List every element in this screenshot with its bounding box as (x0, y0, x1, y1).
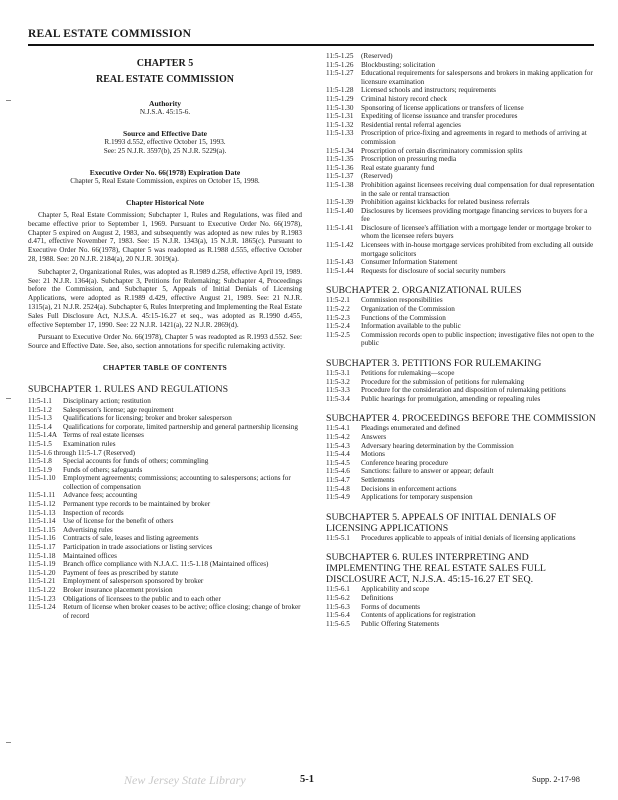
section-number: 11:5-4.8 (326, 484, 350, 493)
toc-entry (28, 595, 302, 604)
toc-entry (326, 433, 596, 442)
source-line: See: 25 N.J.R. 3597(b), 25 N.J.R. 5229(a). (103, 147, 227, 155)
section-number: 11:5-1.40 (326, 206, 354, 215)
toc-entry (326, 112, 596, 121)
eo-text: Chapter 5, Real Estate Commission, expires on October 15, 1998. (70, 177, 260, 185)
toc-entry (326, 69, 596, 86)
section-number: 11:5-2.3 (326, 313, 350, 322)
header-rule (28, 44, 594, 46)
toc-entry (326, 61, 596, 70)
toc-entry (326, 129, 596, 146)
toc-list (326, 296, 596, 348)
section-title: Public Offering Statements (361, 619, 440, 628)
source-line: R.1993 d.552, effective October 15, 1993. (104, 138, 226, 146)
toc-entry (28, 457, 302, 466)
toc-entry (28, 560, 302, 569)
section-number: 11:5-1.34 (326, 146, 354, 155)
section-number: 11:5-1.11 (28, 491, 56, 500)
section-title: Licensed schools and instructors; requirements (361, 86, 496, 95)
section-number: 11:5-6.1 (326, 585, 350, 594)
chapter-title: REAL ESTATE COMMISSION (96, 74, 234, 85)
toc-entry (326, 267, 596, 276)
section-title: Consumer Information Statement (361, 258, 458, 267)
toc-entry (326, 450, 596, 459)
section-title: Qualifications for corporate, limited partnership and general partnership licensing (63, 422, 298, 431)
toc-entry (28, 543, 302, 552)
subchapter-heading: SUBCHAPTER 6. RULES INTERPRETING AND IMPLEMENTING THE REAL ESTATE SALES FULL DISCLOSURE ACT, N.J.S.A. 45:15-16.27 ET SEQ. (326, 552, 546, 586)
section-title: Maintained offices (63, 551, 117, 560)
section-title: Sponsoring of license applications or transfers of license (361, 103, 524, 112)
section-number: 11:5-4.3 (326, 441, 350, 450)
toc-entry (326, 155, 596, 164)
section-title: Licensees with in-house mortgage services prohibited from excluding all outside mortgage solicitors (361, 241, 594, 258)
toc-entry (326, 314, 596, 323)
supplement-date: Supp. 2-17-98 (532, 775, 580, 784)
toc-entry (326, 467, 596, 476)
section-number: 11:5-4.7 (326, 475, 350, 484)
section-title: Criminal history record check (361, 94, 448, 103)
section-number: 11:5-4.4 (326, 450, 350, 459)
subchapter-heading: SUBCHAPTER 5. APPEALS OF INITIAL DENIALS OF LICENSING APPLICATIONS (326, 511, 557, 534)
running-head: REAL ESTATE COMMISSION (28, 28, 192, 40)
section-number: 11:5-1.29 (326, 94, 354, 103)
chapter-number: CHAPTER 5 (136, 58, 194, 69)
section-title: (Reserved) (361, 172, 393, 181)
section-title: Funds of others; safeguards (63, 465, 143, 474)
section-number: 11:5-1.2 (28, 405, 52, 414)
section-number: 11:5-1.36 (326, 163, 354, 172)
section-number: 11:5-1.8 (28, 457, 52, 466)
section-title: Motions (361, 450, 385, 459)
toc-entry (326, 241, 596, 258)
section-number: 11:5-6.2 (326, 593, 350, 602)
toc-entry (326, 172, 596, 181)
section-number: 11:5-1.39 (326, 198, 354, 207)
toc-entry (326, 86, 596, 95)
toc-entry (326, 386, 596, 395)
toc-list (326, 534, 596, 543)
section-title: Employment of salesperson sponsored by broker (63, 577, 204, 586)
section-number: 11:5-1.28 (326, 86, 354, 95)
section-number: 11:5-1.27 (326, 69, 354, 78)
section-title: Functions of the Commission (361, 313, 446, 322)
section-number: 11:5-1.23 (28, 594, 56, 603)
toc-entry (28, 517, 302, 526)
left-column (28, 52, 302, 620)
toc-entry (326, 611, 596, 620)
section-number: 11:5-1.15 (28, 525, 56, 534)
toc-entry (326, 52, 596, 61)
section-number: 11:5-4.5 (326, 458, 350, 467)
toc-entry (28, 397, 302, 406)
toc-entry (326, 442, 596, 451)
section-number: 11:5-3.2 (326, 377, 350, 386)
section-title: Forms of documents (361, 602, 421, 611)
section-number: 11:5-1.5 (28, 439, 52, 448)
toc-entry (326, 585, 596, 594)
toc-list (326, 424, 596, 501)
section-title: Educational requirements for salespersons and brokers in making application for licensure examination (361, 69, 593, 86)
section-number: 11:5-1.20 (28, 568, 56, 577)
section-number: 11:5-1.10 (28, 474, 56, 483)
toc-entry (28, 586, 302, 595)
toc-entry (326, 603, 596, 612)
toc-entry (28, 474, 302, 491)
library-stamp: New Jersey State Library (124, 773, 246, 787)
toc-entry (28, 577, 302, 586)
section-number: 11:5-4.1 (326, 424, 350, 433)
toc-entry (326, 95, 596, 104)
section-title: (Reserved) (361, 52, 393, 60)
section-title: Organization of the Commission (361, 305, 455, 314)
authority-text: N.J.S.A. 45:15-6. (139, 108, 191, 116)
toc-heading: CHAPTER TABLE OF CONTENTS (102, 362, 228, 372)
section-title: Expediting of license issuance and transfer procedures (361, 112, 518, 121)
history-heading: Chapter Historical Note (126, 198, 204, 207)
section-title: Advertising rules (63, 525, 113, 534)
subchapter-heading: SUBCHAPTER 3. PETITIONS FOR RULEMAKING (326, 358, 542, 369)
section-title: Definitions (361, 593, 394, 602)
section-title: Qualifications for licensing; broker and broker salesperson (63, 414, 232, 423)
section-title: Disclosure of licensee's affiliation with a mortgage lender or mortgage broker to whom the licensee refers buyers (361, 223, 592, 241)
section-title: Decisions in enforcement actions (361, 484, 457, 493)
section-number: 11:5-1.42 (326, 241, 354, 250)
section-title: Real estate guaranty fund (361, 163, 435, 172)
section-number: 11:5-1.31 (326, 112, 354, 121)
section-number: 11:5-6.5 (326, 619, 350, 628)
subchapter-heading: SUBCHAPTER 1. RULES AND REGULATIONS (28, 383, 229, 395)
section-title: Applicability and scope (361, 585, 430, 594)
toc-entry (28, 552, 302, 561)
section-title: Answers (361, 432, 387, 441)
toc-entry (326, 181, 596, 198)
toc-list (28, 397, 302, 620)
section-title: Salesperson's license; age requirement (63, 405, 174, 414)
section-title: Return of license when broker ceases to be active; office closing; change of broker of record (63, 603, 301, 620)
section-title: Requests for disclosure of social security numbers (361, 266, 506, 275)
section-title: Proscription of price-fixing and agreements in regard to methods of arriving at commission (361, 129, 587, 146)
toc-entry (28, 466, 302, 475)
toc-entry (326, 104, 596, 113)
section-number: 11:5-3.4 (326, 394, 350, 403)
section-number: 11:5-6.4 (326, 611, 350, 620)
section-number: 11:5-4.9 (326, 493, 350, 502)
toc-entry (28, 414, 302, 423)
toc-entry (326, 224, 596, 241)
section-number: 11:5-1.4A (28, 431, 58, 440)
section-title: Public hearings for promulgation, amending or repealing rules (361, 394, 541, 403)
section-title: Information available to the public (361, 322, 461, 331)
toc-entry (326, 147, 596, 156)
section-title: Branch office compliance with N.J.A.C. 11:5-1.18 (Maintained offices) (63, 560, 269, 569)
toc-entry (326, 121, 596, 130)
section-number: 11:5-1.19 (28, 560, 56, 569)
section-title: Proscription on pressuring media (361, 155, 457, 164)
toc-entry (28, 603, 302, 620)
section-title: Payment of fees as prescribed by statute (63, 568, 179, 577)
section-title: Applications for temporary suspension (361, 493, 473, 502)
section-title: Commission records open to public inspection; investigative files not open to the public (361, 330, 594, 348)
subchapter-heading: SUBCHAPTER 4. PROCEEDINGS BEFORE THE COMMISSION (326, 413, 596, 425)
section-number: 11:5-1.17 (28, 543, 56, 552)
toc-entry (28, 500, 302, 509)
toc-entry (326, 378, 596, 387)
section-number: 11:5-2.1 (326, 296, 350, 305)
section-title: Blockbusting; solicitation (361, 60, 436, 69)
section-title: Terms of real estate licenses (63, 431, 144, 440)
section-number: 11:5-2.2 (326, 305, 350, 314)
section-number: 11:5-3.1 (326, 369, 350, 377)
section-title: Use of license for the benefit of others (63, 517, 174, 526)
section-number: 11:5-4.2 (326, 432, 350, 441)
section-number: 11:5-1.38 (326, 180, 354, 189)
toc-entry (326, 322, 596, 331)
toc-list (326, 369, 596, 403)
page-number: 5-1 (300, 774, 314, 785)
section-title: Special accounts for funds of others; commingling (63, 457, 209, 466)
section-number: 11:5-1.22 (28, 586, 56, 595)
section-title: Contents of applications for registration (361, 611, 476, 620)
history-paragraph: Chapter 5, Real Estate Commission; Subchapter 1, Rules and Regulations, was filed and became effective prior to September 1, 1969. Pursuant to Executive Order No. 66(1978), Chapter 5 expired on August 2, 1983, and subsequently was adopted as new rules by R.1983 d.471, effective November 7, 1983. See: 15 N.J.R. 1343(a), 15 N.J.R. 1865(c). Pursuant to Executive Order No. 66(1978), Chapter 5 was readopted as R.1988 d.555, effective October 28, 1988. See: 20 N.J.R. 2184(a), 20 N.J.R. 3019(a). (28, 211, 302, 263)
section-number: 11:5-1.35 (326, 155, 354, 164)
toc-entry (326, 493, 596, 502)
toc-entry (28, 406, 302, 415)
toc-list (326, 585, 596, 628)
section-number: 11:5-1.3 (28, 414, 52, 423)
toc-entry (326, 424, 596, 433)
section-title (135, 449, 302, 458)
section-title: Commission responsibilities (361, 296, 443, 305)
toc-entry (28, 491, 302, 500)
eo-heading: Executive Order No. 66(1978) Expiration Date (89, 168, 241, 177)
section-title: Advance fees; accounting (63, 491, 138, 500)
toc-entry (326, 534, 596, 543)
section-title: Procedure for the submission of petitions for rulemaking (361, 377, 525, 386)
section-title: Conference hearing procedure (361, 458, 449, 467)
toc-entry (28, 509, 302, 518)
toc-entry (326, 296, 596, 305)
section-number: 11:5-1.18 (28, 551, 56, 560)
toc-list (326, 52, 596, 275)
section-number: 11:5-3.3 (326, 386, 350, 395)
section-number: 11:5-1.26 (326, 60, 354, 69)
toc-entry (326, 198, 596, 207)
toc-entry (326, 207, 596, 224)
history-paragraph: Subchapter 2, Organizational Rules, was adopted as R.1989 d.258, effective April 19, 1989. See: 21 N.J.R. 1364(a). Subchapter 3, Petitions for Rulemaking; Subchapter 4, Proceedings before the Commission, and Subchapter 5, Appeals of Initial Denials of Licensing Applications, were adopted as R.1989 d.429, effective August 21, 1989. See: 21 N.J.R. 1315(a), 21 N.J.R. 2524(a). Subchapter 6, Rules Interpreting and Implementing the Real Estate Sales Full Disclosure Act, N.J.S.A. 45:15-16.27 et seq., was adopted as R.1990 d.455, effective September 17, 1990. See: 22 N.J.R. 1421(a), 22 N.J.R. 2869(d). (28, 267, 302, 329)
section-number: 11:5-1.24 (28, 603, 56, 612)
section-number: 11:5-4.6 (326, 467, 350, 476)
section-title: Residential rental referral agencies (361, 120, 461, 129)
toc-entry (28, 440, 302, 449)
section-number: 11:5-1.21 (28, 577, 56, 586)
source-heading: Source and Effective Date (122, 129, 207, 138)
toc-entry (28, 569, 302, 578)
section-title: Obligations of licensees to the public and to each other (63, 594, 221, 603)
section-number: 11:5-2.5 (326, 330, 350, 339)
toc-entry (28, 534, 302, 543)
section-number: 11:5-1.43 (326, 258, 354, 267)
toc-entry (28, 431, 302, 440)
margin-mark (6, 398, 11, 399)
toc-entry (326, 331, 596, 348)
section-number: 11:5-1.32 (326, 120, 354, 129)
toc-entry (326, 369, 596, 378)
history-paragraph: Pursuant to Executive Order No. 66(1978), Chapter 5 was readopted as R.1993 d.552. See: Source and Effective Date. See, also, section annotations for specific rulemaking activity. (28, 333, 302, 351)
margin-mark (6, 100, 11, 101)
section-title: Broker insurance placement provision (63, 586, 173, 595)
section-title: Adversary hearing determination by the Commission (361, 441, 514, 450)
section-title: Inspection of records (63, 508, 124, 517)
toc-entry (326, 305, 596, 314)
section-title: Disclosures by licensees providing mortgage financing services to buyers for a fee (361, 206, 588, 224)
section-title: Proscription of certain discriminatory commission splits (361, 146, 523, 155)
section-number: 11:5-1.16 (28, 534, 56, 543)
right-column (326, 52, 596, 628)
section-number: 11:5-1.25 (326, 52, 354, 60)
section-title: Contracts of sale, leases and listing agreements (63, 534, 199, 543)
section-title: Participation in trade associations or listing services (63, 543, 213, 552)
section-title: Permanent type records to be maintained by broker (63, 500, 211, 509)
section-number: 11:5-1.13 (28, 508, 56, 517)
section-title: Prohibition against kickbacks for related business referrals (361, 198, 530, 207)
toc-entry (326, 258, 596, 267)
authority-heading: Authority (148, 99, 182, 108)
toc-entry (326, 485, 596, 494)
section-title: Prohibition against licensees receiving dual compensation for dual representation in the sale or rental transaction (361, 180, 595, 198)
section-number: 11:5-2.4 (326, 322, 350, 331)
section-title: Disciplinary action; restitution (63, 396, 151, 405)
toc-entry (28, 449, 302, 458)
section-number: 11:5-1.41 (326, 223, 354, 232)
toc-entry (326, 164, 596, 173)
toc-entry (326, 459, 596, 468)
section-number: 11:5-1.30 (326, 103, 354, 112)
toc-entry (326, 395, 596, 404)
section-number: 11:5-1.12 (28, 500, 56, 509)
section-title: Examination rules (63, 439, 116, 448)
section-number: 11:5-5.1 (326, 533, 350, 542)
section-title: Settlements (361, 475, 395, 484)
section-title: Petitions for rulemaking—scope (361, 369, 455, 377)
toc-entry (326, 620, 596, 629)
section-number: 11:5-1.33 (326, 129, 354, 138)
subchapter-heading: SUBCHAPTER 2. ORGANIZATIONAL RULES (326, 285, 522, 297)
section-number: 11:5-6.3 (326, 602, 350, 611)
section-number: 11:5-1.9 (28, 465, 52, 474)
section-title: Procedures applicable to appeals of initial denials of licensing applications (361, 533, 576, 542)
section-number: 11:5-1.44 (326, 266, 354, 275)
section-title: Employment agreements; commissions; accounting to salespersons; actions for collection of compensation (63, 474, 291, 491)
section-number: 11:5-1.1 (28, 396, 52, 405)
section-number: 11:5-1.6 through 11:5-1.7 (Reserved) (28, 448, 136, 457)
section-number: 11:5-1.37 (326, 172, 354, 181)
toc-entry (28, 423, 302, 432)
section-title: Pleadings enumerated and defined (361, 424, 460, 433)
toc-entry (28, 526, 302, 535)
section-number: 11:5-1.14 (28, 517, 56, 526)
toc-entry (326, 594, 596, 603)
section-number: 11:5-1.4 (28, 422, 52, 431)
section-title: Sanctions: failure to answer or appear; default (361, 467, 494, 476)
margin-mark (6, 742, 11, 743)
toc-entry (326, 476, 596, 485)
section-title: Procedure for the consideration and disposition of rulemaking petitions (361, 386, 566, 395)
